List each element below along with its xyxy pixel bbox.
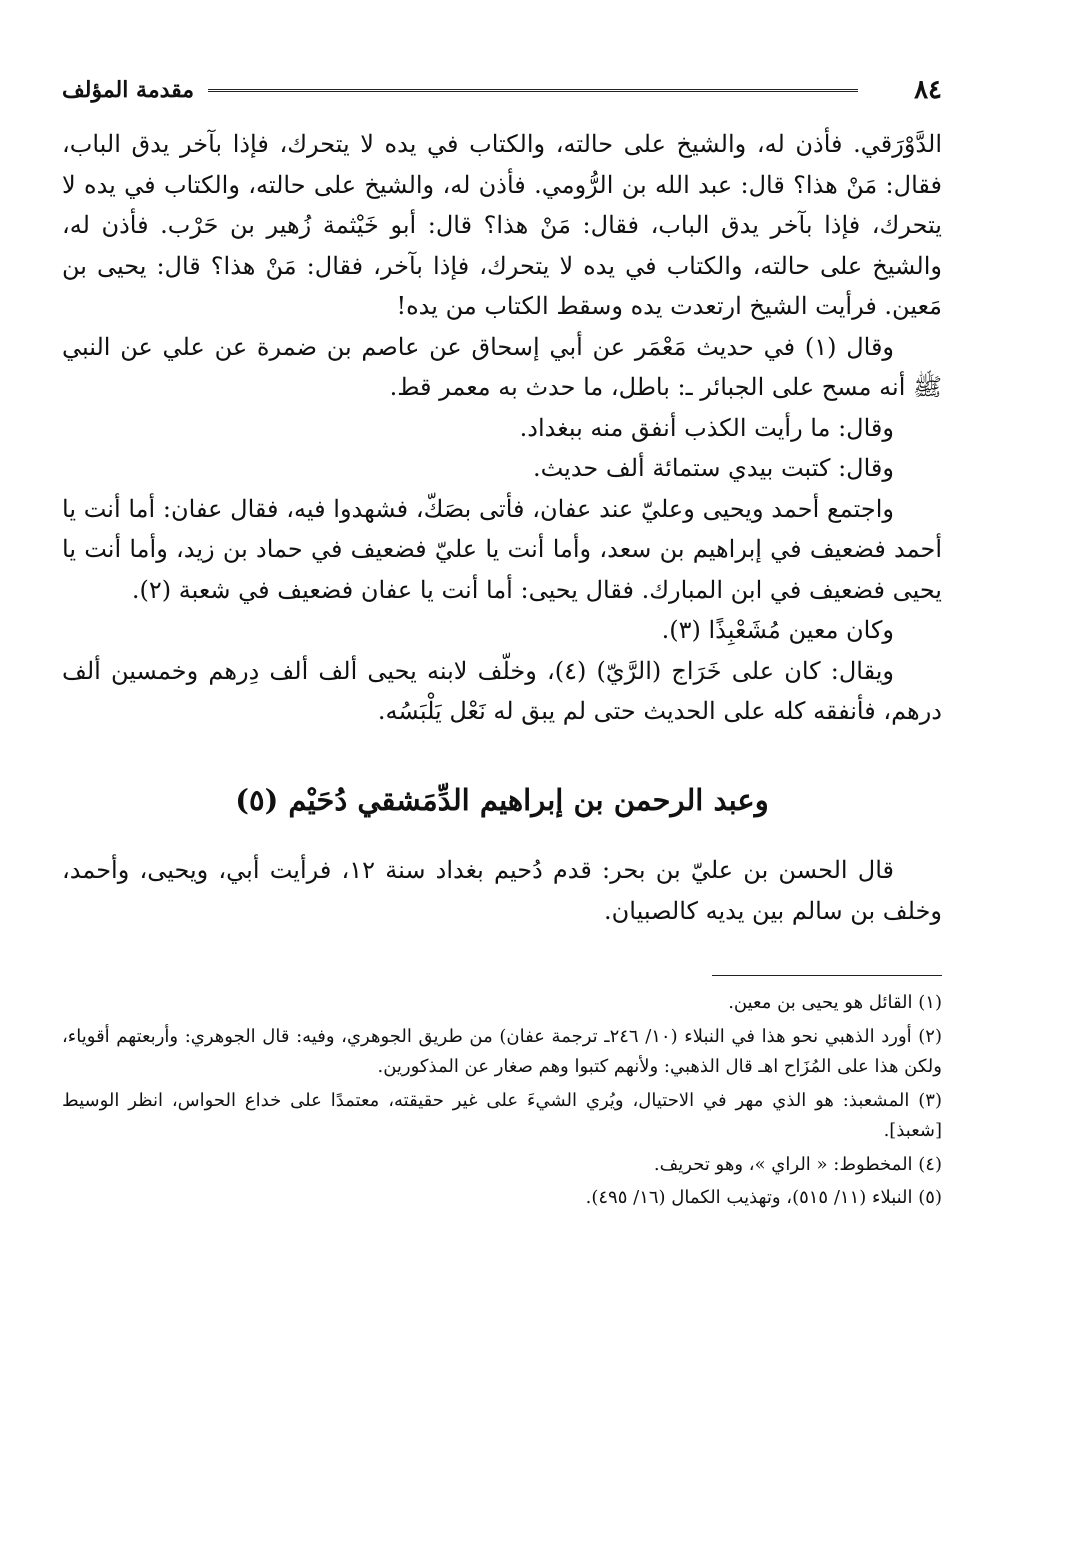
footnote-2: (٢) أورد الذهبي نحو هذا في النبلاء (١٠/ ٢٤٦ـ ترجمة عفان) من طريق الجوهري، وفيه: قال الجوهري: وأربعتهم أقوياء، ولكن هذا على المُزَاح اهـ قال الذهبي: ولأنهم كتبوا وهم صغار عن المذكورين. [62,1025,942,1077]
paragraph-2: وقال (١) في حديث مَعْمَر عن أبي إسحاق عن عاصم بن ضمرة عن علي عن النبي ﷺ أنه مسح على الجبائر ـ: باطل، ما حدث به معمر قط. [62,332,942,401]
main-text [62,124,942,931]
section-heading: وعبد الرحمن بن إبراهيم الدِّمَشقي دُحَيْم (٥) [235,782,769,817]
footnotes [62,988,942,1214]
paragraph-3: وقال: ما رأيت الكذب أنفق منه ببغداد. [519,413,894,442]
page-header [62,70,942,110]
header-rule [208,89,858,92]
page-number: ٨٤ [914,75,942,105]
paragraph-6: وكان معين مُشَعْبِذًا (٣). [661,616,894,644]
footnote-5: (٥) النبلاء (١١/ ٥١٥)، وتهذيب الكمال (١٦/ ٤٩٥). [585,1187,942,1208]
footnote-4: (٤) المخطوط: « الراي »، وهو تحريف. [653,1153,942,1175]
footnote-1: (١) القائل هو يحيى بن معين. [728,992,942,1013]
paragraph-4: وقال: كتبت بيدي ستمائة ألف حديث. [532,454,894,482]
paragraph-1: الدَّوْرَقي. فأذن له، والشيخ على حالته، والكتاب في يده لا يتحرك، فإذا بآخر يدق الباب، فقال: مَنْ هذا؟ قال: عبد الله بن الرُّومي. فأذن له، والشيخ على حالته، والكتاب في يده لا يتحرك، فإذا بآخر يدق الباب، فقال: مَنْ هذا؟ قال: أبو خَيْثمة زُهير بن حَرْب. فأذن له، والشيخ على حالته، والكتاب في يده لا يتحرك، فإذا بآخر، فقال: مَنْ هذا؟ قال: يحيى بن مَعين. فرأيت الشيخ ارتعدت يده وسقط الكتاب من يده! [62,130,942,320]
running-head: مقدمة المؤلف [62,77,195,103]
paragraph-5: واجتمع أحمد ويحيى وعليّ عند عفان، فأتى بصَكّ، فشهدوا فيه، فقال عفان: أما أنت يا أحمد فضعيف في إبراهيم بن سعد، وأما أنت يا عليّ فضعيف في حماد بن زيد، وأما أنت يا يحيى فضعيف في ابن المبارك. فقال يحيى: أما أنت يا عفان فضعيف في شعبة (٢). [62,494,942,604]
footnote-3: (٣) المشعبذ: هو الذي مهر في الاحتيال، ويُري الشيءَ على غير حقيقته، معتمدًا على خداع الحواس، انظر الوسيط [شعبذ]. [62,1089,942,1141]
book-page [62,70,942,1217]
paragraph-7: ويقال: كان على خَرَاج (الرَّيّ) (٤)، وخلّف لابنه يحيى ألف ألف دِرهم وخمسين ألف درهم، فأنفقه كله على الحديث حتى لم يبق له نَعْل يَلْبَسُه. [62,656,942,725]
footnote-separator [712,975,942,976]
paragraph-8: قال الحسن بن عليّ بن بحر: قدم دُحيم بغداد سنة ١٢، فرأيت أبي، ويحيى، وأحمد، وخلف بن سالم بين يديه كالصبيان. [62,856,942,925]
